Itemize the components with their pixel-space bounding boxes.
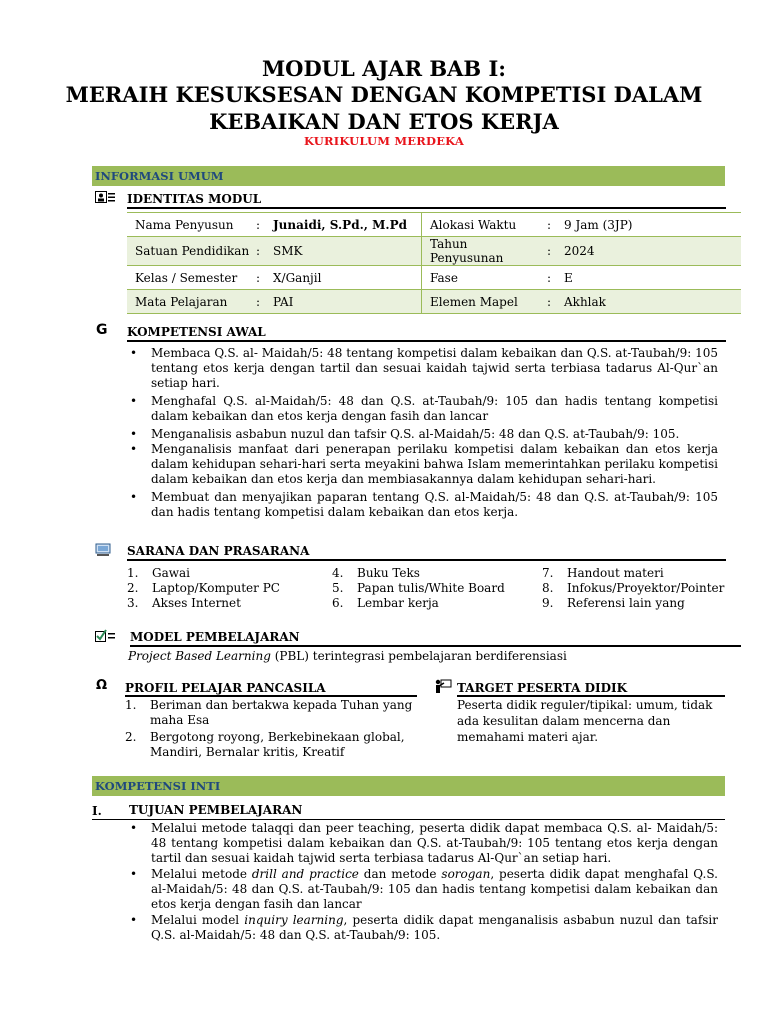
sarana-list-col-3	[542, 566, 752, 611]
field-label: Mata Pelajaran	[127, 290, 251, 314]
item-text: Referensi lain yang	[567, 596, 685, 610]
id-card-icon	[95, 191, 115, 207]
item-number: 7.	[542, 566, 554, 580]
kompetensi-awal-heading: KOMPETENSI AWAL	[127, 324, 726, 342]
identitas-modul-heading: IDENTITAS MODUL	[127, 191, 726, 209]
text-part: dan metode	[358, 867, 442, 881]
method-name: inquiry learning	[244, 913, 344, 927]
separator: :	[251, 290, 265, 314]
list-item	[128, 913, 718, 943]
g-logo-icon: G	[96, 322, 108, 338]
text-part: Melalui model	[151, 913, 245, 927]
target-peserta-text: Peserta didik reguler/tipikal: umum, tidak ada kesulitan dalam mencerna dan memahami materi ajar.	[457, 698, 713, 744]
item-text: Gawai	[152, 566, 191, 580]
model-pembelajaran-heading: MODEL PEMBELAJARAN	[130, 629, 741, 647]
identitas-table	[127, 212, 741, 314]
item-number: 2.	[125, 730, 137, 744]
text-part: , peserta didik dapat menganalisis asbabun nuzul dan tafsir Q.S. al-Maidah/5: 48 dan Q.S. at-Taubah/9: 105.	[151, 913, 719, 942]
item-number: 5.	[332, 581, 344, 595]
profil-pancasila-list	[125, 698, 415, 760]
item-number: 6.	[332, 596, 344, 610]
field-label: Satuan Pendidikan	[127, 237, 251, 266]
list-item	[542, 596, 752, 611]
identitas-row	[127, 213, 741, 237]
model-name: Project Based Learning	[128, 649, 271, 663]
separator: :	[542, 290, 556, 314]
identitas-row	[127, 290, 741, 314]
item-text: Lembar kerja	[357, 596, 439, 610]
list-item: • Membuat dan menyajikan paparan tentang Q.S. al-Maidah/5: 48 dan Q.S. at-Taubah/9: 105 dan hadis tentang kompetisi dalam kebaikan dan etos kerja.	[128, 490, 718, 520]
field-value: PAI	[265, 290, 422, 314]
list-item	[125, 698, 415, 728]
profil-pancasila-heading: PROFIL PELAJAR PANCASILA	[125, 680, 417, 697]
item-text: Beriman dan bertakwa kepada Tuhan yang maha Esa	[150, 698, 413, 727]
list-item	[542, 581, 752, 596]
field-label: Fase	[422, 266, 543, 290]
field-label: Elemen Mapel	[422, 290, 543, 314]
omega-icon: Ω	[96, 678, 108, 693]
item-number: 9.	[542, 596, 554, 610]
sarana-heading: SARANA DAN PRASARANA	[127, 543, 726, 561]
item-number: 2.	[127, 581, 139, 595]
section-informasi-umum: INFORMASI UMUM	[92, 166, 725, 186]
field-value: X/Ganjil	[265, 266, 422, 290]
method-name: drill and practice	[251, 867, 359, 881]
field-label: Nama Penyusun	[127, 213, 251, 237]
identitas-row	[127, 266, 741, 290]
list-item: • Menganalisis asbabun nuzul dan tafsir Q.S. al-Maidah/5: 48 dan Q.S. at-Taubah/9: 105.	[128, 427, 718, 442]
list-item: • Menghafal Q.S. al-Maidah/5: 48 dan Q.S. at-Taubah/9: 105 dan hadis tentang kompetisi dalam kebaikan dan etos kerja dengan fasih dan lancar	[128, 394, 718, 424]
item-text: Laptop/Komputer PC	[152, 581, 280, 595]
field-value: Akhlak	[556, 290, 741, 314]
item-text: Akses Internet	[152, 596, 241, 610]
item-text: Bergotong royong, Berkebinekaan global, Mandiri, Bernalar kritis, Kreatif	[150, 730, 405, 759]
document-title-line-1: MODUL AJAR BAB I:	[261, 56, 507, 81]
list-item	[125, 730, 415, 760]
field-label: Alokasi Waktu	[422, 213, 543, 237]
separator: :	[251, 266, 265, 290]
classroom-icon	[95, 543, 111, 561]
field-value: Junaidi, S.Pd., M.Pd	[265, 213, 422, 237]
list-item	[332, 566, 532, 581]
sarana-list-col-2	[332, 566, 532, 611]
section-kompetensi-inti: KOMPETENSI INTI	[92, 776, 725, 796]
list-item	[128, 867, 718, 912]
list-item	[332, 581, 532, 596]
tujuan-pembelajaran-heading: TUJUAN PEMBELAJARAN	[92, 802, 725, 820]
field-value: E	[556, 266, 741, 290]
list-item	[127, 566, 327, 581]
item-text: Papan tulis/White Board	[357, 581, 505, 595]
kompetensi-awal-list	[128, 346, 718, 523]
document-title-line-3: KEBAIKAN DAN ETOS KERJA	[209, 109, 559, 134]
list-item: • Menganalisis manfaat dari penerapan perilaku kompetisi dalam kebaikan dan etos kerja dalam kehidupan sehari-hari serta meyakini bahwa Islam memerintahkan perilaku kompetisi dalam kebaikan dan etos kerja dan membiasakannya dalam kehidupan sehari-hari.	[128, 442, 718, 487]
list-item: • Membaca Q.S. al- Maidah/5: 48 tentang kompetisi dalam kebaikan dan Q.S. at-Taubah/9: 105 tentang etos kerja dengan tartil dan sesuai kaidah tajwid serta terbiasa tadarus Al-Qur`an setiap hari.	[128, 346, 718, 391]
target-peserta-heading: TARGET PESERTA DIDIK	[457, 680, 725, 697]
item-text: Infokus/Proyektor/Pointer	[567, 581, 725, 595]
item-text: Handout materi	[567, 566, 664, 580]
separator: :	[251, 237, 265, 266]
curriculum-subtitle: KURIKULUM MERDEKA	[303, 134, 465, 148]
field-value: SMK	[265, 237, 422, 266]
text-part: Melalui metode	[151, 867, 252, 881]
tujuan-list	[128, 821, 718, 946]
item-number: 8.	[542, 581, 554, 595]
item-number: 1.	[125, 698, 137, 712]
field-label: Kelas / Semester	[127, 266, 251, 290]
field-label: Tahun Penyusunan	[422, 237, 543, 266]
model-pembelajaran-text	[128, 648, 728, 664]
item-number: 1.	[127, 566, 139, 580]
tujuan-number: I.	[92, 804, 102, 818]
item-number: 4.	[332, 566, 344, 580]
teacher-icon	[434, 679, 452, 697]
model-description: (PBL) terintegrasi pembelajaran berdiferensiasi	[270, 649, 567, 663]
list-item	[332, 596, 532, 611]
field-value: 9 Jam (3JP)	[556, 213, 741, 237]
separator: :	[251, 213, 265, 237]
list-item: • Melalui metode talaqqi dan peer teaching, peserta didik dapat membaca Q.S. al- Maidah/5: 48 tentang kompetisi dalam kebaikan dan Q.S. at-Taubah/9: 105 tentang etos kerja dengan tartil dan sesuai kaidah tajwid serta terbiasa tadarus Al-Qur`an setiap hari.	[128, 821, 718, 866]
item-number: 3.	[127, 596, 139, 610]
list-item	[127, 581, 327, 596]
separator: :	[542, 266, 556, 290]
separator: :	[542, 237, 556, 266]
identitas-row	[127, 237, 741, 266]
document-title-line-2: MERAIH KESUKSESAN DENGAN KOMPETISI DALAM	[65, 82, 703, 107]
method-name: sorogan	[441, 867, 491, 881]
separator: :	[542, 213, 556, 237]
list-item	[127, 596, 327, 611]
field-value: 2024	[556, 237, 741, 266]
item-text: Buku Teks	[357, 566, 420, 580]
checklist-icon	[95, 628, 115, 646]
sarana-list-col-1	[127, 566, 327, 611]
list-item	[542, 566, 752, 581]
text-part: , peserta didik dapat menghafal Q.S. al-Maidah/5: 48 dan Q.S. at-Taubah/9: 105 dan hadis tentang kompetisi dalam kebaikan dan etos kerja dengan fasih dan lancar	[151, 867, 718, 911]
